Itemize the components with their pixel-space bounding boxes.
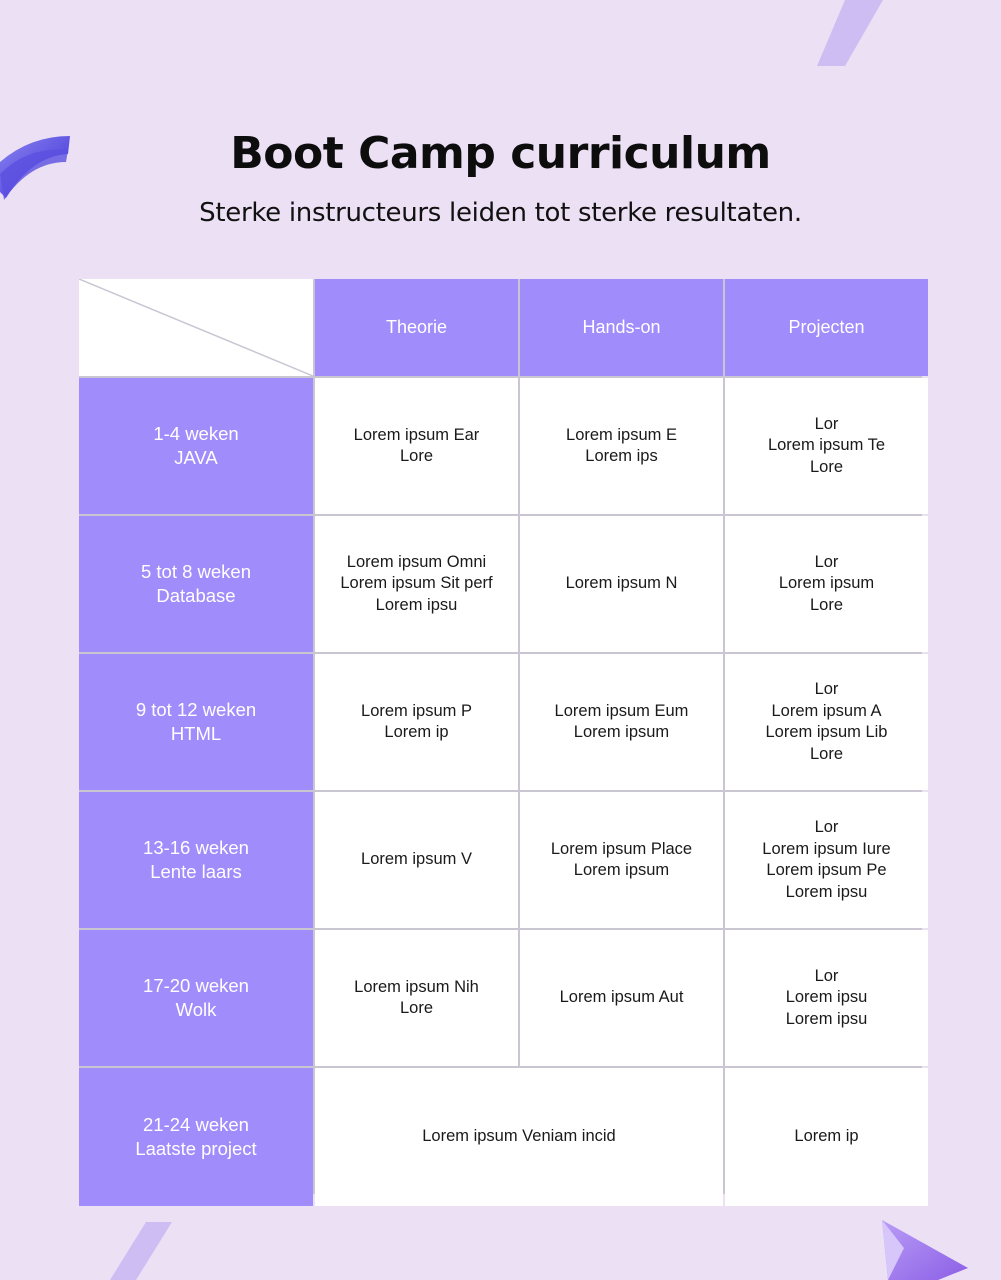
- decorative-cone-bottom-right: [878, 1218, 978, 1280]
- table-cell: Lor Lorem ipsum Te Lore: [725, 378, 928, 514]
- decorative-stripe-top-right: [805, 0, 885, 70]
- table-cell: Lorem ipsum Ear Lore: [315, 378, 518, 514]
- table-cell: Lor Lorem ipsum A Lorem ipsum Lib Lore: [725, 654, 928, 790]
- table-cell: Lorem ip: [725, 1068, 928, 1206]
- table-cell: Lorem ipsum E Lorem ips: [520, 378, 723, 514]
- table-cell: Lorem ipsum Nih Lore: [315, 930, 518, 1066]
- table-corner-cell: [79, 279, 313, 376]
- table-cell: Lorem ipsum V: [315, 792, 518, 928]
- row-header-week-17-20: 17-20 weken Wolk: [79, 930, 313, 1066]
- row-header-week-9-12: 9 tot 12 weken HTML: [79, 654, 313, 790]
- table-cell: Lor Lorem ipsum Iure Lorem ipsum Pe Lorem ipsu: [725, 792, 928, 928]
- row-header-week-13-16: 13-16 weken Lente laars: [79, 792, 313, 928]
- table-cell: Lorem ipsum Aut: [520, 930, 723, 1066]
- table-cell-merged: Lorem ipsum Veniam incid: [315, 1068, 723, 1206]
- table-cell: Lorem ipsum N: [520, 516, 723, 652]
- row-header-week-5-8: 5 tot 8 weken Database: [79, 516, 313, 652]
- curriculum-table: [79, 279, 922, 1194]
- table-cell: Lorem ipsum P Lorem ip: [315, 654, 518, 790]
- page-subtitle: Sterke instructeurs leiden tot sterke resultaten.: [199, 198, 802, 228]
- row-header-week-21-24: 21-24 weken Laatste project: [79, 1068, 313, 1206]
- table-cell: Lor Lorem ipsum Lore: [725, 516, 928, 652]
- table-cell: Lor Lorem ipsu Lorem ipsu: [725, 930, 928, 1066]
- table-cell: Lorem ipsum Eum Lorem ipsum: [520, 654, 723, 790]
- table-cell: Lorem ipsum Place Lorem ipsum: [520, 792, 723, 928]
- row-header-week-1-4: 1-4 weken JAVA: [79, 378, 313, 514]
- table-cell: Lorem ipsum Omni Lorem ipsum Sit perf Lorem ipsu: [315, 516, 518, 652]
- column-header-hands-on: Hands-on: [520, 279, 723, 376]
- decorative-stripe-bottom-left: [110, 1222, 175, 1280]
- page-title: Boot Camp curriculum: [230, 128, 771, 179]
- column-header-projecten: Projecten: [725, 279, 928, 376]
- column-header-theorie: Theorie: [315, 279, 518, 376]
